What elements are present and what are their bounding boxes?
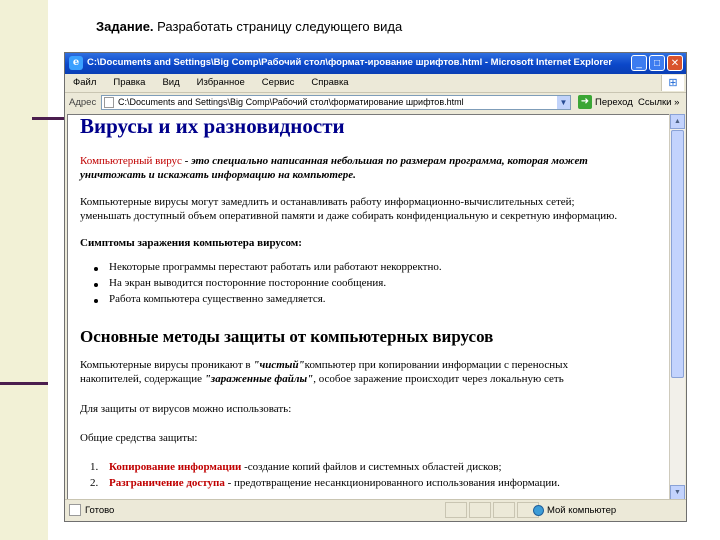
para2-text-a: Компьютерные вирусы проникают в <box>80 359 254 371</box>
status-cell <box>469 502 491 518</box>
para1-line-2: уменьшать доступный объем оперативной памяти и даже собирать конфиденциальную и секретную информацию. <box>80 210 618 222</box>
page-status-icon <box>69 504 81 516</box>
scroll-down-arrow-icon[interactable]: ▼ <box>670 485 685 500</box>
browser-window <box>64 52 687 522</box>
address-label: Адрес <box>69 97 97 108</box>
windows-logo-icon: ⊞ <box>661 75 684 91</box>
para2-line-2 <box>80 373 564 385</box>
intro-term: Компьютерный вирус <box>80 155 182 167</box>
task-text: Разработать страницу следующего вида <box>153 19 403 34</box>
address-bar <box>65 93 686 113</box>
page-icon <box>104 97 114 108</box>
computer-zone-icon <box>533 505 544 516</box>
scroll-up-arrow-icon[interactable]: ▲ <box>670 114 685 129</box>
links-button[interactable]: Ссылки » <box>638 97 680 108</box>
status-text: Готово <box>85 505 115 516</box>
band-divider-bottom <box>0 382 48 385</box>
scroll-thumb[interactable] <box>671 130 684 378</box>
address-input[interactable] <box>101 95 571 110</box>
go-label: Переход <box>595 96 633 108</box>
list-number: 2. <box>90 477 99 489</box>
bullet-icon <box>94 267 98 271</box>
title-bar[interactable] <box>65 53 686 74</box>
ie-logo-icon: e <box>69 56 83 70</box>
window-controls <box>631 55 683 71</box>
address-value: C:\Documents and Settings\Big Comp\Рабочий стол\форматирование шрифтов.html <box>118 97 464 107</box>
symptom-item: Некоторые программы перестают работать или работают некорректно. <box>109 261 442 273</box>
intro-line-2: уничтожать и искажать информацию на компьютере. <box>80 169 356 181</box>
status-cell <box>445 502 467 518</box>
list-number: 1. <box>90 461 99 473</box>
menu-item[interactable]: Сервис <box>261 77 295 88</box>
menu-item[interactable]: Избранное <box>196 77 245 88</box>
task-heading <box>96 19 402 34</box>
intro-rest: - это специально написанная небольшая по размерам программа, которая может <box>181 155 588 167</box>
band-divider-top <box>32 117 66 120</box>
window-title: C:\Documents and Settings\Big Comp\Рабочий стол\формат-ирование шрифтов.html - Microsoft Internet Explorer <box>87 57 613 68</box>
status-cells <box>445 502 539 518</box>
method-item <box>109 461 502 473</box>
status-cell <box>493 502 515 518</box>
method-rest: -создание копий файлов и системных областей дисков; <box>241 461 502 473</box>
close-button[interactable]: ✕ <box>667 55 683 71</box>
para2-text-b: компьютер при копировании информации с переносных <box>304 359 569 371</box>
clean-term: "чистый" <box>253 359 305 371</box>
infected-term: "зараженные файлы" <box>204 373 314 385</box>
para2-line-1 <box>80 359 568 371</box>
method-term: Разграничение доступа <box>109 477 225 489</box>
menu-item[interactable]: Справка <box>311 77 349 88</box>
bullet-icon <box>94 299 98 303</box>
symptom-item: На экран выводится посторонние посторонние сообщения. <box>109 277 387 289</box>
minimize-button[interactable]: _ <box>631 55 647 71</box>
menu-item[interactable]: Вид <box>162 77 180 88</box>
go-button[interactable] <box>578 95 633 109</box>
arrow-right-icon: ➜ <box>578 95 592 109</box>
slide-side-band <box>0 0 48 540</box>
menu-item[interactable]: Файл <box>73 77 97 88</box>
menu-items <box>73 77 349 88</box>
symptoms-heading: Симптомы заражения компьютера вирусом: <box>80 237 302 249</box>
intro-line-1 <box>80 155 588 167</box>
vertical-scrollbar[interactable] <box>669 114 685 500</box>
bullet-icon <box>94 283 98 287</box>
chevron-down-icon[interactable]: ▼ <box>557 96 570 109</box>
para2-text-d: , особое заражение происходит через локальную сеть <box>313 373 564 385</box>
menu-bar <box>65 74 686 93</box>
symptom-item: Работа компьютера существенно замедляется. <box>109 293 326 305</box>
page-viewport <box>67 114 671 500</box>
status-bar <box>65 499 686 521</box>
method-term: Копирование информации <box>109 461 242 473</box>
protect-line: Для защиты от вирусов можно использовать: <box>80 403 292 415</box>
method-item <box>109 477 560 489</box>
security-zone <box>533 505 616 516</box>
task-label: Задание. <box>96 19 154 34</box>
menu-item[interactable]: Правка <box>113 77 146 88</box>
general-line: Общие средства защиты: <box>80 432 198 444</box>
zone-text: Мой компьютер <box>547 505 617 516</box>
method-rest: - предотвращение несанкционированного использования информации. <box>224 477 560 489</box>
maximize-button[interactable]: □ <box>649 55 665 71</box>
para2-text-c: накопителей, содержащие <box>80 373 205 385</box>
page-title: Вирусы и их разновидности <box>80 114 345 138</box>
para1-line-1: Компьютерные вирусы могут замедлить и останавливать работу информационно-вычислительных сетей; <box>80 196 575 208</box>
section-heading: Основные методы защиты от компьютерных вирусов <box>80 327 494 346</box>
links-label: Ссылки <box>638 97 672 108</box>
